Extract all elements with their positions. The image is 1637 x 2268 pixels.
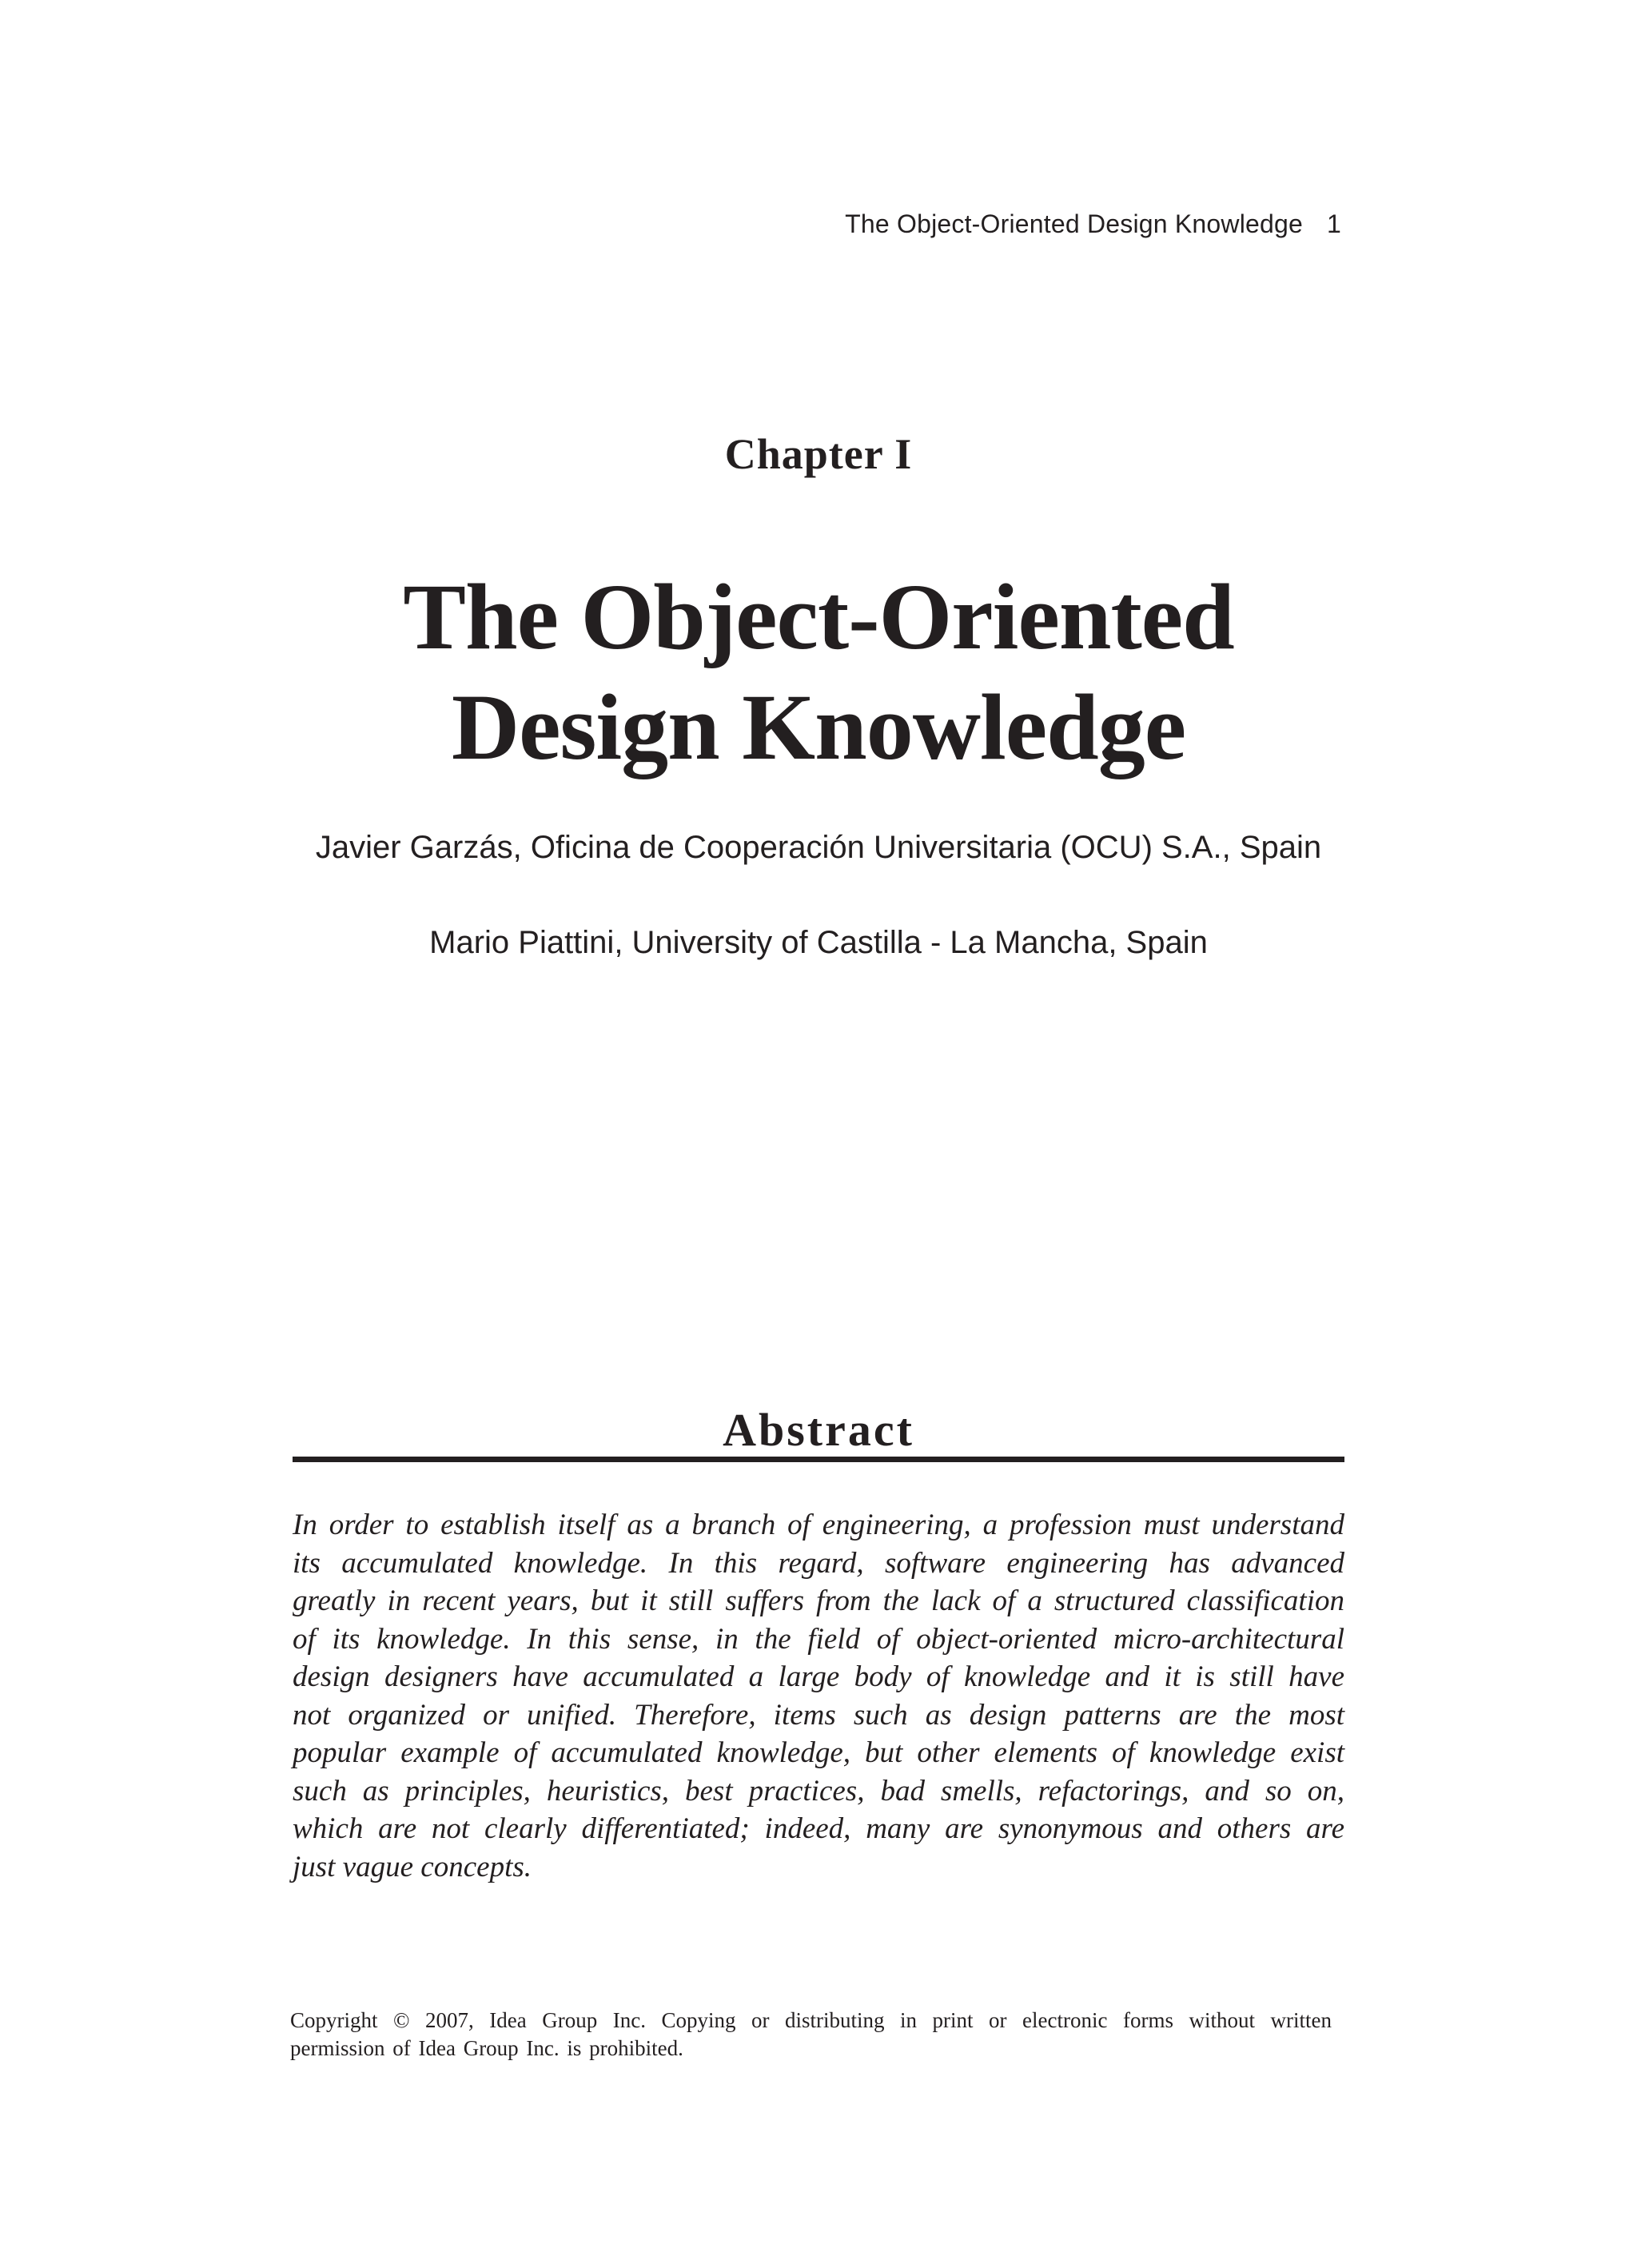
abstract-line: greatly in recent years, but it still suffers from the lack of a structured classification [293, 1584, 1344, 1617]
chapter-label: Chapter I [724, 430, 913, 478]
abstract-line: not organized or unified. Therefore, items such as design patterns are the most [293, 1698, 1344, 1732]
abstract-line: such as principles, heuristics, best practices, bad smells, refactorings, and so on, [293, 1774, 1344, 1808]
author-affiliation: Javier Garzás, Oficina de Cooperación Universitaria (OCU) S.A., Spain [315, 830, 1322, 865]
abstract-heading: Abstract [723, 1404, 914, 1456]
copyright-notice [290, 2007, 1332, 2063]
chapter-title-line: Design Knowledge [451, 675, 1186, 779]
abstract-line: which are not clearly differentiated; indeed, many are synonymous and others are [293, 1812, 1344, 1845]
chapter-title-line: The Object-Oriented [403, 564, 1234, 669]
chapter-title [0, 562, 1637, 783]
author-affiliation: Mario Piattini, University of Castilla - La Mancha, Spain [429, 925, 1208, 960]
running-header [845, 209, 1341, 239]
abstract-line: design designers have accumulated a large body of knowledge and it is still have [293, 1660, 1344, 1693]
abstract-line: just vague concepts. [293, 1850, 532, 1883]
copyright-line: permission of Idea Group Inc. is prohibited. [290, 2036, 683, 2060]
abstract-line: popular example of accumulated knowledge, but other elements of knowledge exist [293, 1736, 1344, 1769]
abstract-divider [293, 1457, 1344, 1462]
abstract-line: its accumulated knowledge. In this regard, software engineering has advanced [293, 1546, 1344, 1580]
page-number: 1 [1327, 209, 1341, 238]
abstract-body [293, 1506, 1344, 1886]
abstract-line: In order to establish itself as a branch of engineering, a profession must understand [293, 1509, 1344, 1541]
copyright-line: Copyright © 2007, Idea Group Inc. Copying or distributing in print or electronic forms without written [290, 2008, 1332, 2032]
running-title: The Object-Oriented Design Knowledge [845, 209, 1303, 238]
abstract-line: of its knowledge. In this sense, in the field of object-oriented micro-architectural [293, 1622, 1344, 1656]
